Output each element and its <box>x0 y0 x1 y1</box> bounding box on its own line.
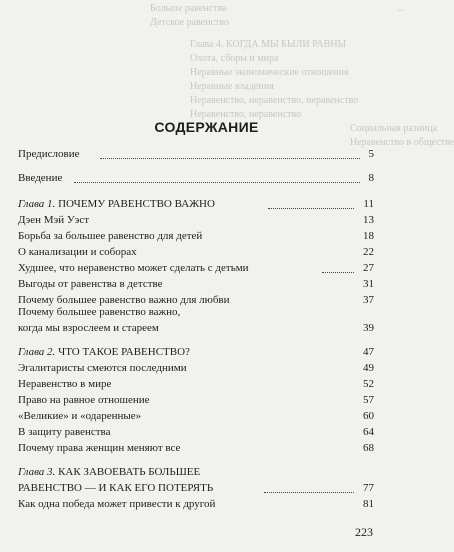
chapter-label: Глава 3. <box>18 466 56 478</box>
toc-chapter[interactable] <box>18 344 374 360</box>
toc-entry-page: 22 <box>363 246 374 258</box>
toc-entry-line-1: Почему большее равенство важно, <box>18 306 181 318</box>
bleed-through-text <box>150 0 454 160</box>
toc-entry-title: Выгоды от равенства в детстве <box>18 278 163 290</box>
dot-leader <box>100 158 360 159</box>
toc-entry-page: 13 <box>363 214 374 226</box>
dot-leader <box>322 272 354 273</box>
dot-leader <box>268 208 354 209</box>
bleed-line: Неравенство в обществе <box>350 137 454 148</box>
toc-entry-page: 27 <box>363 262 374 274</box>
toc-entry[interactable] <box>18 424 374 440</box>
toc-entry-page: 52 <box>363 378 374 390</box>
toc-entry[interactable] <box>18 244 374 260</box>
toc-entry-page: 64 <box>363 426 374 438</box>
toc-entry[interactable] <box>18 392 374 408</box>
toc-entry[interactable] <box>18 170 374 186</box>
toc-entry-title: Борьба за большее равенство для детей <box>18 230 203 242</box>
toc-entry-page: 8 <box>368 172 374 184</box>
toc-chapter[interactable] <box>18 480 374 496</box>
toc-entry[interactable] <box>18 360 374 376</box>
toc-entry[interactable] <box>18 440 374 456</box>
toc-entry[interactable] <box>18 146 374 162</box>
toc-entry-title: Введение <box>18 172 63 184</box>
toc-entry-page: 49 <box>363 362 374 374</box>
bleed-line: Детское равенство <box>150 17 230 28</box>
toc-entry-page: 68 <box>363 442 374 454</box>
dot-leader <box>74 182 360 183</box>
bleed-line: Неравенство, неравенство, неравенство <box>190 95 359 106</box>
toc-entry[interactable] <box>18 320 374 336</box>
dot-leader <box>264 492 354 493</box>
toc-entry-title: Неравенство в мире <box>18 378 112 390</box>
toc-entry-title: В защиту равенства <box>18 426 111 438</box>
chapter-title: ЧТО ТАКОЕ РАВЕНСТВО? <box>58 346 190 358</box>
toc-entry-page: 81 <box>363 498 374 510</box>
toc-entry-title: Как одна победа может привести к другой <box>18 498 216 510</box>
toc-chapter[interactable] <box>18 196 374 212</box>
chapter-title-line-2: РАВЕНСТВО — И КАК ЕГО ПОТЕРЯТЬ <box>18 482 214 494</box>
toc-entry-page: 39 <box>363 322 374 334</box>
toc-entry-title: Предисловие <box>18 148 80 160</box>
bleed-line: Неравные экономические отношения <box>190 67 349 78</box>
toc-entry-page: 60 <box>363 410 374 422</box>
toc-entry-page: 37 <box>363 294 374 306</box>
bleed-line: Больше равенства ... <box>150 3 405 14</box>
bleed-line: Глава 4. КОГДА МЫ БЫЛИ РАВНЫ <box>190 39 347 50</box>
toc-entry-title: Почему большее равенство важно для любви <box>18 294 230 306</box>
toc-entry-page: 18 <box>363 230 374 242</box>
toc-entry[interactable] <box>18 260 374 276</box>
toc-entry-page: 57 <box>363 394 374 406</box>
bleed-line: Неравенство, неравенство <box>190 109 302 120</box>
chapter-label: Глава 2. <box>18 346 56 358</box>
page-title: СОДЕРЖАНИЕ <box>154 119 259 135</box>
toc-entry-title: О канализации и соборах <box>18 246 137 258</box>
toc-entry[interactable] <box>18 276 374 292</box>
toc-entry-title: Худшее, что неравенство может сделать с детьми <box>18 262 249 274</box>
page-number: 223 <box>355 525 373 539</box>
chapter-label: Глава 1. <box>18 198 56 210</box>
bleed-line: Неравные владения <box>190 81 274 92</box>
toc-entry[interactable] <box>18 408 374 424</box>
bleed-line: Социальная разница <box>350 123 438 134</box>
toc-entry-page: 77 <box>363 482 374 494</box>
toc-entry[interactable] <box>18 376 374 392</box>
toc-entry-page: 31 <box>363 278 374 290</box>
toc-entry-page: 5 <box>368 148 374 160</box>
chapter-title: ПОЧЕМУ РАВЕНСТВО ВАЖНО <box>58 198 215 210</box>
toc-entry[interactable] <box>18 496 374 512</box>
toc-entry[interactable] <box>18 228 374 244</box>
toc-entry-title: «Великие» и «одаренные» <box>18 410 142 422</box>
toc-entry-title: Эгалитаристы смеются последними <box>18 362 187 374</box>
toc-entry-title: Право на равное отношение <box>18 394 150 406</box>
toc-entry-title: когда мы взрослеем и стареем <box>18 322 159 334</box>
toc-entry-title: Почему права женщин меняют все <box>18 442 181 454</box>
toc-entry-page: 11 <box>363 198 374 210</box>
toc-entry-title: Дэен Мэй Уэст <box>18 214 90 226</box>
toc-chapter-line-1 <box>18 464 200 480</box>
chapter-title: КАК ЗАВОЕВАТЬ БОЛЬШЕЕ <box>58 466 201 478</box>
bleed-line: Охота, сборы и мира <box>190 53 279 64</box>
toc-entry[interactable] <box>18 212 374 228</box>
toc-entry-page: 47 <box>363 346 374 358</box>
